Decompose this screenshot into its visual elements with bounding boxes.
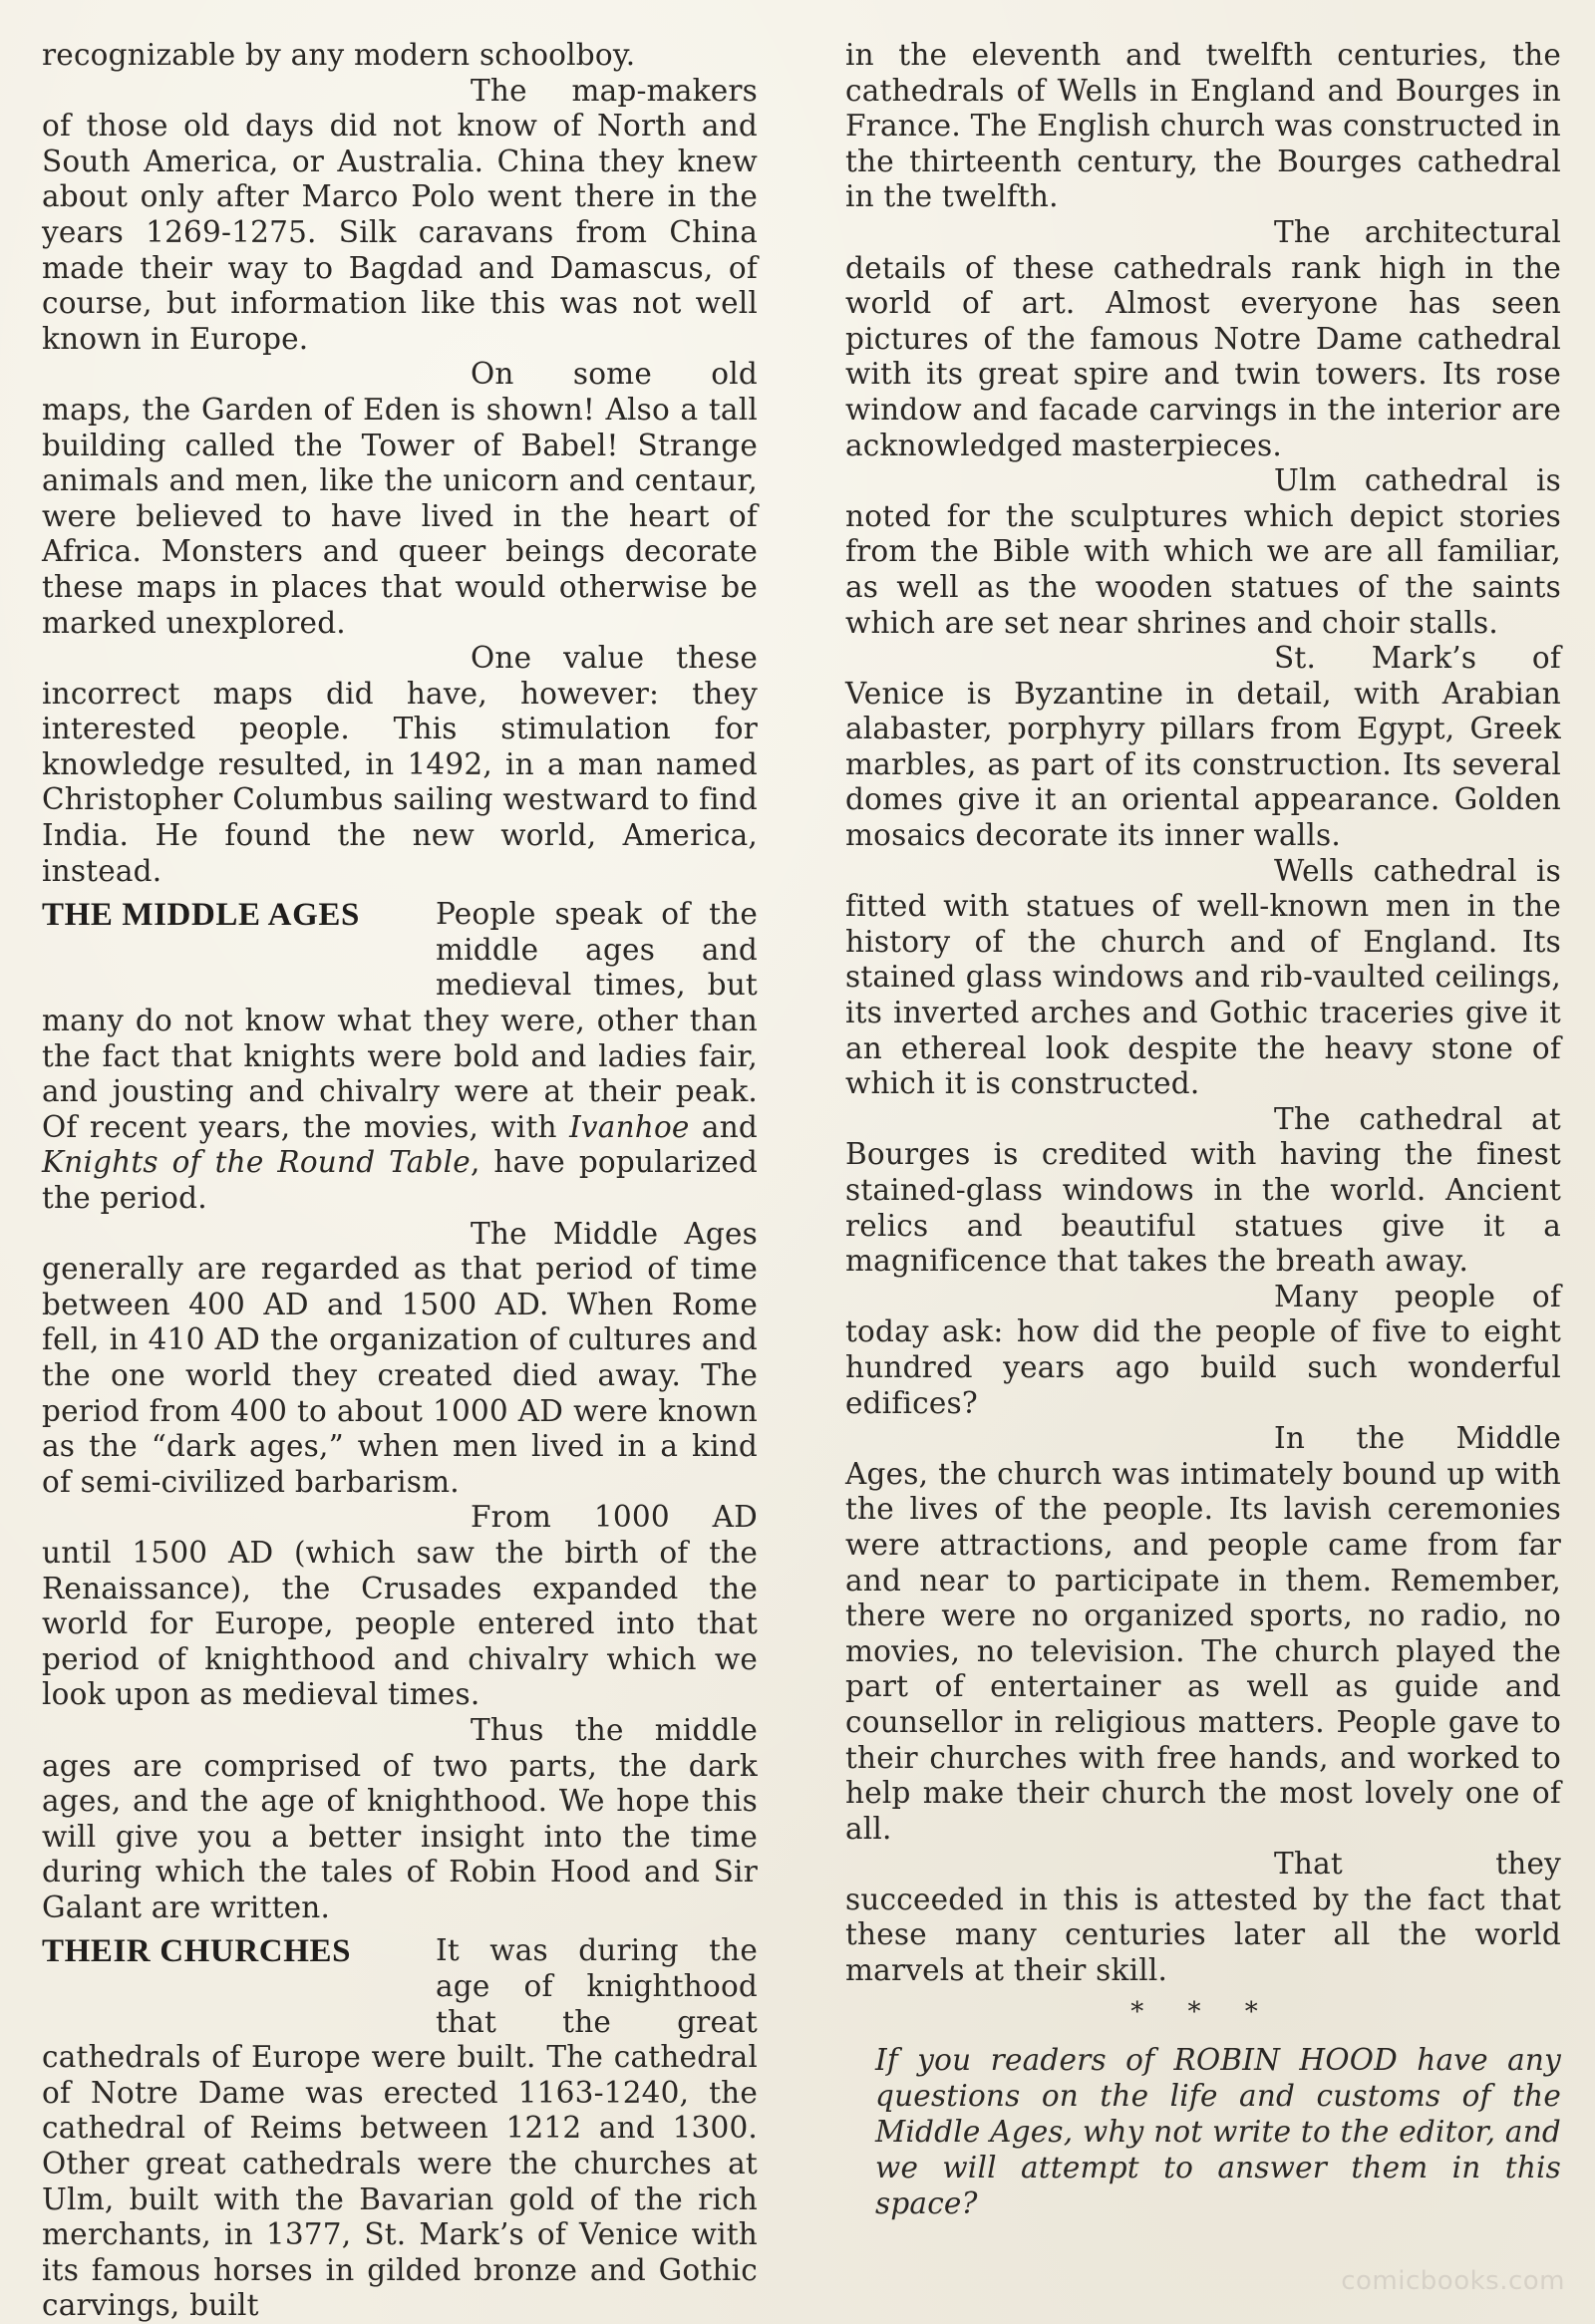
paragraph: Wells cathedral is fitted with statues of well-known men in the history of the church and of England. Its stained glass windows and rib-vaulted ceilings, its inverted arches and Gothic traceries give it an ethereal look despite the heavy stone of which it is constructed.	[845, 853, 1561, 1101]
paragraph: From 1000 AD until 1500 AD (which saw the birth of the Renaissance), the Crusades expanded the world for Europe, people entered into that period of knighthood and chivalry which we look upon as medieval times.	[42, 1500, 758, 1712]
section-churches	[42, 1933, 758, 2324]
paragraph: The architectural details of these cathedrals rank high in the world of art. Almost everyone has seen pictures of the famous Notre Dame cathedral with its great spire and twin towers. Its rose window and facade carvings in the interior are acknowledged masterpieces.	[845, 214, 1561, 462]
section-heading: THEIR CHURCHES	[42, 1933, 352, 1970]
editor-note: If you readers of ROBIN HOOD have any questions on the life and customs of the Middle Ages, why not write to the editor, and we will attempt to answer them in this space?	[875, 2043, 1561, 2221]
section-middle-ages	[42, 897, 758, 1925]
paragraph: The Middle Ages generally are regarded as that period of time between 400 AD and 1500 AD. When Rome fell, in 410 AD the organization of cultures and the one world they created died away. The period from 400 to about 1000 AD were known as the “dark ages,” when men lived in a kind of semi-civilized barbarism.	[42, 1216, 758, 1499]
paragraph: Ulm cathedral is noted for the sculptures which depict stories from the Bible with which we are all familiar, as well as the wooden statues of the saints which are set near shrines and choir stalls.	[845, 463, 1561, 640]
text-run: , have popularized the period.	[42, 1145, 758, 1215]
paragraph: The map-makers of those old days did not know of North and South America, or Australia. China they knew about only after Marco Polo went there in the years 1269-1275. Silk caravans from China made their way to Bagdad and Damascus, of course, but information like this was not well known in Europe.	[42, 73, 758, 356]
paragraph: Thus the middle ages are comprised of two parts, the dark ages, and the age of knighthood. We hope this will give you a better insight into the time during which the tales of Robin Hood and Sir Galant are written.	[42, 1712, 758, 1924]
paragraph: Many people of today ask: how did the people of five to eight hundred years ago build such wonderful edifices?	[845, 1279, 1561, 1420]
section-separator: * * *	[1130, 1996, 1276, 2027]
film-title: Ivanhoe	[569, 1109, 690, 1144]
section-heading: THE MIDDLE AGES	[42, 897, 360, 934]
paragraph: One value these incorrect maps did have, however: they interested people. This stimulation for knowledge resulted, in 1492, in a man named Christopher Columbus sailing westward to find India. He found the new world, America, instead.	[42, 641, 758, 888]
film-title: Knights of the Round Table	[42, 1145, 471, 1180]
paragraph: That they succeeded in this is attested by the fact that these many centuries later all the world marvels at their skill.	[845, 1847, 1561, 1988]
right-column	[845, 38, 1561, 2221]
paragraph: The cathedral at Bourges is credited with having the finest stained-glass windows in the world. Ancient relics and beautiful statues give it a magnificence that takes the breath away.	[845, 1101, 1561, 1279]
paragraph: St. Mark’s of Venice is Byzantine in detail, with Arabian alabaster, porphyry pillars from Egypt, Greek marbles, as part of its construction. Its several domes give it an oriental appearance. Golden mosaics decorate its inner walls.	[845, 641, 1561, 853]
paragraph: in the eleventh and twelfth centuries, the cathedrals of Wells in England and Bourges in France. The English church was constructed in the thirteenth century, the Bourges cathedral in the twelfth.	[845, 38, 1561, 214]
site-watermark: comicbooks.com	[1341, 2266, 1565, 2296]
paragraph: On some old maps, the Garden of Eden is shown! Also a tall building called the Tower of Babel! Strange animals and men, like the unicorn and centaur, were believed to have lived in the heart of Africa. Monsters and queer beings decorate these maps in places that would otherwise be marked unexplored.	[42, 357, 758, 640]
paragraph: recognizable by any modern schoolboy.	[42, 38, 636, 72]
text-run: and	[689, 1109, 758, 1144]
paragraph: It was during the age of knighthood that the great cathedrals of Europe were built. The cathedral of Notre Dame was erected 1163-1240, the cathedral of Reims between 1212 and 1300. Other great cathedrals were the churches at Ulm, built with the Bavarian gold of the rich merchants, in 1377, St. Mark’s of Venice with its famous horses in gilded bronze and Gothic carvings, built	[42, 1933, 758, 2323]
text-run: People speak of the middle ages and medieval times, but many do not know what they were, other than the fact that knights were bold and ladies fair, and jousting and chivalry were at their peak. Of recent years, the movies, with	[42, 897, 758, 1144]
paragraph: In the Middle Ages, the church was intimately bound up with the lives of the people. Its lavish ceremonies were attractions, and people came from far and near to participate in them. Remember, there were no organized sports, no radio, no movies, no television. The church played the part of entertainer as well as guide and counsellor in religious matters. People gave to their churches with free hands, and worked to help make their church the most lovely one of all.	[845, 1421, 1561, 1846]
left-column	[42, 38, 758, 2324]
